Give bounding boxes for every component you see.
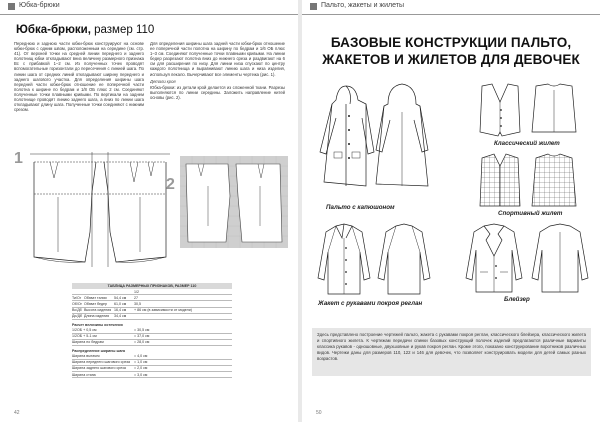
left-title-main: Юбка-брюки, bbox=[16, 24, 91, 36]
classic-vest-illustration bbox=[474, 82, 586, 138]
row-name: Высота сидения bbox=[84, 308, 112, 313]
row-name: Ширина переднего шагового среза bbox=[72, 360, 131, 365]
header-square-icon bbox=[310, 3, 317, 10]
row-half: 30,5 bbox=[134, 301, 141, 306]
row-value: 34,4 см bbox=[114, 314, 127, 319]
blazer-illustration bbox=[464, 222, 590, 296]
figure-1-pattern-draft bbox=[30, 152, 170, 272]
right-page-number: 50 bbox=[316, 410, 322, 416]
figure-2-cut-pieces bbox=[180, 156, 288, 248]
left-header-text: Юбка-брюки bbox=[19, 2, 60, 9]
row-value: = 30,5 см bbox=[134, 328, 150, 333]
row-name: Обхват талии bbox=[84, 295, 107, 300]
header-square-icon bbox=[8, 3, 15, 10]
left-text-column-1 bbox=[14, 41, 144, 141]
right-page-title bbox=[302, 34, 600, 68]
caption-sport-vest: Спортивный жилет bbox=[498, 210, 563, 217]
right-page bbox=[302, 0, 600, 422]
table-title: ТАБЛИЦА РАЗМЕРНЫХ ПРИЗНАКОВ, РАЗМЕР 110 bbox=[72, 283, 232, 289]
row-code: Ти/Ог bbox=[72, 295, 82, 300]
row-half: 27 bbox=[134, 295, 138, 300]
left-col2-sub-paragraph: Юбка-брюки: из детали крой делается из сложенной ткани. Разрезы выполняются по линии середины. Заложить направление нитей основы (рис. 2). bbox=[150, 84, 285, 100]
row-value: 54,4 см bbox=[114, 295, 127, 300]
table-section-calc: Расчет величины истечения bbox=[72, 322, 123, 327]
left-running-header bbox=[0, 0, 298, 15]
caption-raglan-jacket: Жакет с рукавами покроя реглан bbox=[318, 300, 423, 307]
row-value: 61,0 см bbox=[114, 301, 127, 306]
row-name: Ширина вытачек bbox=[72, 354, 100, 359]
left-page bbox=[0, 0, 298, 422]
left-page-number: 42 bbox=[14, 410, 20, 416]
row-value: = 4,0 см bbox=[134, 354, 148, 359]
row-name: Ширина по бедрам bbox=[72, 340, 104, 345]
left-title-size: размер 110 bbox=[94, 24, 155, 36]
right-header-text: Пальто, жакеты и жилеты bbox=[321, 2, 405, 9]
row-code: Ди/Дб bbox=[72, 314, 82, 319]
hooded-coat-illustration bbox=[316, 82, 436, 202]
figure-1-number: 1 bbox=[14, 150, 23, 167]
row-code: Об/Ог bbox=[72, 301, 82, 306]
row-value: = 2,0 см bbox=[134, 366, 148, 371]
row-half: + 86 см (в зависимости от модели) bbox=[134, 308, 192, 313]
caption-hooded-coat: Пальто с капюшоном bbox=[326, 204, 395, 211]
right-title-line-2: ЖАКЕТОВ И ЖИЛЕТОВ ДЛЯ ДЕВОЧЕК bbox=[322, 52, 580, 67]
row-value: 16,4 см bbox=[114, 308, 127, 313]
figure-2-number: 2 bbox=[166, 176, 175, 193]
row-code: Вс/Дб bbox=[72, 308, 82, 313]
row-name: Ширина стана bbox=[72, 372, 96, 377]
left-text-column-2 bbox=[150, 41, 285, 141]
row-value: = 1,0 см bbox=[134, 360, 148, 365]
left-page-title bbox=[16, 24, 154, 36]
row-value: = 3,0 см bbox=[134, 372, 148, 377]
measurements-table bbox=[72, 283, 232, 378]
row-name: 1/2ОБ + 5-1 см bbox=[72, 334, 97, 339]
row-name: Длина изделия bbox=[84, 314, 110, 319]
left-col1-paragraph: Переднюю и заднюю части юбки-брюк конструируют на основе юбки-брюк с одним швом, расположенным на середине (см. стр. 41). От верхней точки на средней линии переднего и заднего полотнищ юбки откладывают вниз величину размерного признака Вс с прибавкой 1–2 см. Из полученных точек проводят вспомогательные горизонтали до пересечения с линией шага. По линии шага от средних линий откладывают ширину переднего и заднего шагового участка. Для определения ширины шага передней части юбки-брюк отношение ее поперечной части полотна к ширине по бедрам и 1/8 ОБ плюс 2 см. Соединяют полученные точки плавными кривыми. По вертикали на заднем полотнище проводят линию заднего шага, а вниз по линии шага откладывают длину шага. Полученные точки соединяют с нижним срезом. bbox=[14, 41, 144, 113]
row-name: Обхват бедер bbox=[84, 301, 107, 306]
caption-classic-vest: Классический жилет bbox=[494, 140, 560, 147]
caption-blazer: Блейзер bbox=[504, 296, 530, 303]
right-title-line-1: БАЗОВЫЕ КОНСТРУКЦИИ ПАЛЬТО, bbox=[330, 35, 572, 50]
table-row bbox=[72, 372, 232, 378]
row-value: = 28,0 см bbox=[134, 340, 150, 345]
table-col-header: 1/2 bbox=[134, 289, 139, 294]
row-name: 1/2ОБ + 0,5 см bbox=[72, 328, 97, 333]
left-col2-subheading: Детали кроя bbox=[150, 78, 176, 84]
row-name: Ширина заднего шагового среза bbox=[72, 366, 126, 371]
table-section-distribution: Распределение ширины шага bbox=[72, 348, 125, 353]
left-col2-paragraph: Для определения ширины шага задней части юбки-брюк отношение ее поперечной части полотна на ширину по бедрам и 1/6 ОБ плюс 1–3 см. Соединяют полученные точки плавными кривыми. На линии бедер разрезают полотна вниз до нижнего среза и раздвигают на 6 см для расширения по низу. Для линии низа спускают по центру каждого полотнища и выравнивают линию шага и низа изделия, используя лекало. Вычерчивают все элементы чертежа (рис. 1). bbox=[150, 41, 285, 77]
row-value: = 37,0 см bbox=[134, 334, 150, 339]
raglan-jacket-illustration bbox=[314, 222, 434, 298]
right-running-header bbox=[302, 0, 600, 15]
sport-vest-illustration bbox=[474, 152, 586, 210]
table-row bbox=[72, 314, 232, 320]
table-row bbox=[72, 340, 232, 346]
description-box: Здесь представлено построение чертежей пальто, жакета с рукавами покроя реглан, классического блейзера, классического жилета и спортивного жилета. К чертежам передачи спинки базовых конструкций полочек изделий предлагаются различные варианты классика рукавов - одношовные, двухшовные и рукав покроя реглан. Кроме этого, показано конструирование воротников различных видов. Чертежи даны для размеров 110, 122 и 146 для девочек, что позволяет конструировать модели для детей самых разных возрастов. bbox=[312, 328, 591, 376]
